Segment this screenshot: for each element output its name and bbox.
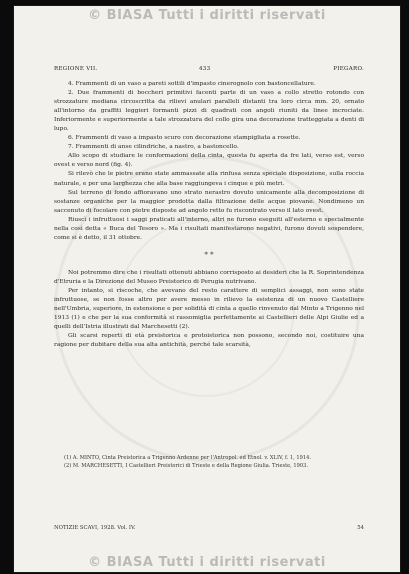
section-separator: * * [204,250,214,259]
paragraph: 6. Frammenti di vaso a impasto scuro con decorazione stampigliata a rosette. [68,135,301,142]
paragraph: Per intanto, si riscoche, che avevano del resto carattere di semplici assaggi, non sono state infruttuose, se non fosse altro per avere messo in rilievo la esistenza di un nuovo Castelliere nell'Umbria, superiore, in estensione e per solidità di cinta a quello rinvenuto dal Minto a Trigenno nel 1913 (1) e che per la sua conformità si rassomiglia perfettamente ai Castellieri delle Alpi Giulie ed a quelli dell'Istria illustrati dal Marchesetti (2). [54,287,364,331]
running-header [54,66,364,78]
body-text [54,80,364,350]
paragraph: 7. Frammenti di anse cilindriche, a nastro, a bastoncello. [68,144,239,151]
header-region: REGIONE VII. [54,66,98,72]
paragraph: Allo scopo di studiare le conformazioni della cinta, questa fu aperta da fre lati, verso est, verso ovest e verso nord (fig. 4). [54,153,364,169]
footer-journal: NOTIZIE SCAVI, 1928. Vol. IV. [54,525,136,531]
paragraph: Riuscì i infruttuosi i saggi praticati all'interno, altri ne furono eseguiti all'esterno e specialmente nella così detta « Buca del Tesoro ». Ma i risultati manifestarono negativi, furono dovuti sospendere, come si è detto, il 31 ottobre. [54,216,364,241]
paragraph: Gli scarsi reperti di età preistorica e protoistorica non possono, secondo noi, costituire una ragione per dubitare della sua alta antichità, perché tale scarsità, [54,333,364,349]
paragraph: 2. Due frammenti di boccheri primitivi facenti parte di un vaso a collo stretto rotondo con strozzature mediana circoscritta da rilievi anulari paralleli distanti tra loro circa mm. 20, ornato all'intorno da graffiti leggieri formanti pizzi di quadrati con angoli riuniti da linee incrociate. Inferiormente e superiormente a tale strozzatura del collo gira una decorazione tratteggiata a denti di lupo. [54,90,364,133]
watermark-top: © BIASA Tutti i diritti riservati [88,8,326,23]
header-place: PIEGARO. [333,66,364,72]
paragraph: 4. Frammenti di un vaso a pareti sottili d'impasto cinerognolo con bastoncellature. [68,81,316,87]
document-page [14,6,400,572]
footnotes [54,454,364,470]
running-footer [54,525,364,535]
footer-signature: 54 [357,525,364,531]
footnote: (1) A. MINTO, Cinta Preistorica a Trigenno Ardenne per l'Antropol. ed Etnol. v. XLIV, f. 1, 1914. [64,455,311,461]
page-number: 433 [199,66,211,72]
paragraph: Si rilevò che le pietre erano state ammassate alla rinfusa senza speciale disposizione, sulla roccia naturale, e per una larghezza che alla base raggiungeva i cinque e più metri. [54,171,364,187]
paragraph: Noi potremmo dire che i risultati ottenuti abbiano corrisposto ai desideri che la R. Soprintendenza d'Etruria e la Direzione del Museo Preistorico di Perugia nutrivano. [54,269,364,285]
watermark-bottom: © BIASA Tutti i diritti riservati [88,555,326,570]
paragraph: Sul terreno di fondo affioravano uno strato nerastro dovuto unicamente alla decomposizione di sostanze organiche per la maggior prodotta dalla filtrazione delle acque piovane. Nondimeno un saccenuto di focolare con pietre disposte ad angolo retto fu riscontrato verso il lato ovest. [54,189,364,214]
footnote: (2) M. MARCHESETTI, I Castellieri Preistorici di Trieste e della Regione Giulia. Trieste, 1903. [64,463,308,470]
separator-block [54,243,364,269]
